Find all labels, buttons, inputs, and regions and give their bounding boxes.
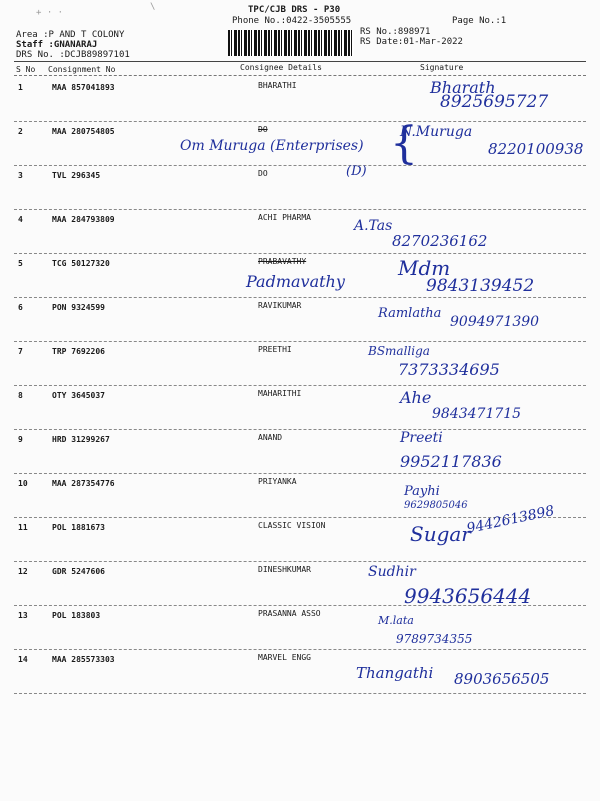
row-consignee: PRIYANKA (258, 477, 297, 486)
row-sno: 12 (18, 567, 28, 576)
table-row (14, 606, 586, 650)
row-consignee: DINESHKUMAR (258, 565, 311, 574)
table-row (14, 474, 586, 518)
handwritten-signature: Ahe (400, 388, 432, 407)
phone-number: Phone No.:0422-3505555 (232, 16, 352, 26)
handwritten-name: M.lata (378, 614, 414, 627)
col-header-signature: Signature (420, 63, 464, 72)
handwritten-name: N.Muruga (400, 124, 473, 140)
handwritten-name: Ramlatha (378, 306, 442, 321)
row-sno: 9 (18, 435, 23, 444)
handwritten-name: BSmalliga (368, 344, 430, 358)
handwritten-signature: Sugar (410, 522, 471, 546)
row-sno: 6 (18, 303, 23, 312)
row-consignee: ACHI PHARMA (258, 213, 311, 222)
row-consignee: DO (258, 169, 268, 178)
row-sno: 11 (18, 523, 28, 532)
row-consignment: TRP 7692206 (52, 347, 105, 356)
row-consignee: ANAND (258, 433, 283, 442)
row-sno: 10 (18, 479, 28, 488)
row-sno: 1 (18, 83, 23, 92)
col-header-consignment: Consignment No (48, 65, 116, 74)
rs-number: RS No.:898971 (360, 27, 431, 37)
handwritten-phone: 9789734355 (396, 632, 473, 646)
handwritten-phone: 9943656444 (404, 584, 532, 608)
handwritten-name: Payhi (404, 484, 440, 499)
row-consignee: MAHARITHI (258, 389, 302, 398)
page-number: Page No.:1 (452, 16, 507, 26)
row-consignment: MAA 857041893 (52, 83, 115, 92)
area-label: Area :P AND T COLONY (16, 30, 125, 40)
handwritten-phone: 9442613898 (465, 502, 556, 538)
row-consignment: OTY 3645037 (52, 391, 105, 400)
row-sno: 7 (18, 347, 23, 356)
row-consignee: PRABAVATHY (258, 257, 307, 266)
handwritten-name: Bharath (430, 78, 496, 97)
col-header-sno: S No (16, 65, 36, 74)
row-consignment: GDR 5247606 (52, 567, 105, 576)
row-sno: 4 (18, 215, 23, 224)
drs-number: DRS No. :DCJB89897101 (16, 50, 130, 60)
row-consignment: MAA 284793809 (52, 215, 115, 224)
handwritten-phone: 8270236162 (392, 232, 488, 250)
document-title: TPC/CJB DRS - P30 (248, 5, 341, 15)
handwritten-phone: 9094971390 (450, 314, 540, 330)
row-consignment: MAA 287354776 (52, 479, 115, 488)
row-sno: 8 (18, 391, 23, 400)
row-sno: 2 (18, 127, 23, 136)
handwritten-phone: 9843471715 (432, 406, 522, 422)
row-consignment: MAA 285573303 (52, 655, 115, 664)
row-sno: 14 (18, 655, 28, 664)
table-row (14, 210, 586, 254)
row-consignee: DO (258, 125, 268, 134)
header-rule (14, 61, 586, 62)
row-sno: 13 (18, 611, 28, 620)
brace-mark: { (390, 118, 418, 169)
row-consignment: TVL 296345 (52, 171, 101, 180)
row-consignment: HRD 31299267 (52, 435, 110, 444)
handwritten-name: Thangathi (356, 664, 434, 682)
barcode (228, 30, 354, 56)
row-divider (14, 693, 586, 694)
row-consignment: MAA 280754805 (52, 127, 115, 136)
table-row (14, 166, 586, 210)
rs-date: RS Date:01-Mar-2022 (360, 37, 463, 47)
handwritten-phone: 9843139452 (426, 276, 535, 296)
handwritten-phone: 8903656505 (454, 670, 550, 688)
handwritten-mark: (D) (346, 164, 367, 179)
handwritten-name: Padmavathy (246, 272, 345, 291)
handwritten-name: Sudhir (368, 564, 416, 580)
row-consignment: TCG 50127320 (52, 259, 110, 268)
handwritten-signature: Preeti (400, 430, 443, 446)
row-consignment: POL 1881673 (52, 523, 105, 532)
row-consignee: BHARATHI (258, 81, 297, 90)
table-row (14, 342, 586, 386)
column-header-rule (14, 75, 586, 76)
row-consignee: MARVEL ENGG (258, 653, 311, 662)
handwritten-phone: 8925695727 (440, 92, 549, 112)
row-consignee: RAVIKUMAR (258, 301, 302, 310)
handwritten-phone: 9952117836 (400, 452, 502, 471)
handwritten-name: A.Tas (354, 218, 393, 234)
row-consignment: POL 183803 (52, 611, 101, 620)
handwritten-company: Om Muruga (Enterprises) (180, 138, 364, 154)
handwritten-phone: 7373334695 (398, 360, 500, 379)
row-consignee: CLASSIC VISION (258, 521, 326, 530)
row-consignment: PON 9324599 (52, 303, 105, 312)
col-header-consignee: Consignee Details (240, 63, 322, 72)
handwritten-phone: 8220100938 (488, 140, 584, 158)
row-sno: 5 (18, 259, 23, 268)
row-consignee: PREETHI (258, 345, 292, 354)
row-sno: 3 (18, 171, 23, 180)
row-consignee: PRASANNA ASSO (258, 609, 321, 618)
staff-label: Staff :GNANARAJ (16, 40, 98, 50)
handwritten-signature: Mdm (398, 256, 451, 280)
handwritten-phone: 9629805046 (404, 500, 468, 511)
